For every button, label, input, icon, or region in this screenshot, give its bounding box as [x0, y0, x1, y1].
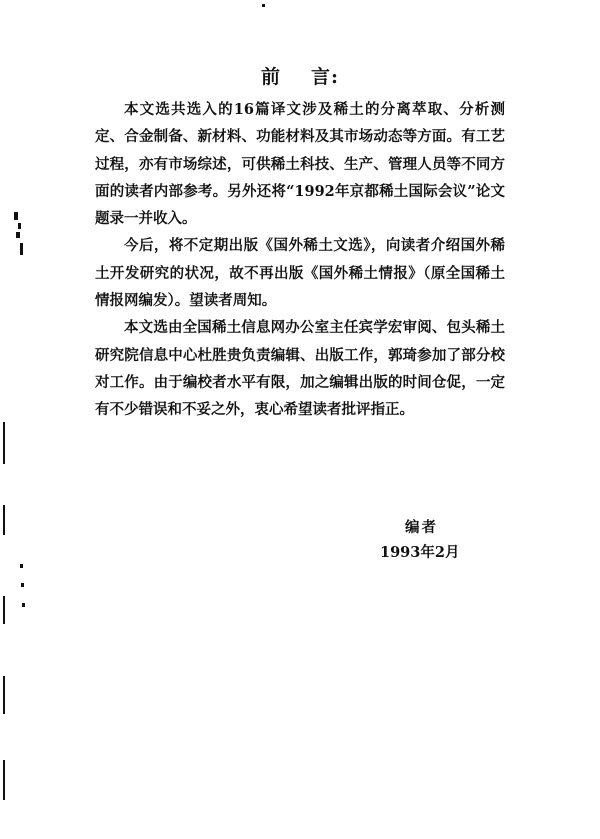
paragraph: 本文选共选入的16篇译文涉及稀土的分离萃取、分析测定、合金制备、新材料、功能材料及其市场动态等方面。有工艺过程，亦有市场综述，可供稀土科技、生产、管理人员等不同方面的读者内部参考。另外还将“1992年京都稀土国际会议”论文题录一并收入。 [95, 101, 505, 228]
paragraph: 今后，将不定期出版《国外稀土文选》，向读者介绍国外稀土开发研究的状况，故不再出版《国外稀土情报》（原全国稀土情报网编发）。望读者周知。 [95, 237, 505, 310]
scan-dot [21, 583, 24, 587]
scan-line [3, 676, 5, 714]
scan-mark [16, 232, 20, 238]
signature-editor: 编者 [405, 519, 438, 536]
scan-dot [262, 4, 265, 7]
paragraph: 本文选由全国稀土信息网办公室主任宾学宏审阅、包头稀土研究院信息中心杜胜贵负责编辑、出版工作，郭琦参加了部分校对工作。由于编校者水平有限，加之编辑出版的时间仓促，一定有不少错误和不妥之外，衷心希望读者批评指正。 [95, 319, 505, 419]
signature-date: 1993年2月 [380, 544, 460, 561]
scan-mark [14, 212, 18, 220]
scan-line [3, 760, 5, 800]
page-title [0, 62, 600, 89]
preface-body [95, 96, 505, 424]
scan-dot [20, 564, 23, 568]
scan-line [3, 422, 5, 464]
title-char-2: 言: [311, 66, 340, 88]
scan-line [3, 505, 5, 535]
scan-mark [18, 223, 21, 229]
scan-dot [22, 603, 25, 607]
scan-mark [20, 243, 23, 255]
title-char-1: 前 [260, 66, 281, 88]
scan-line [3, 596, 5, 624]
